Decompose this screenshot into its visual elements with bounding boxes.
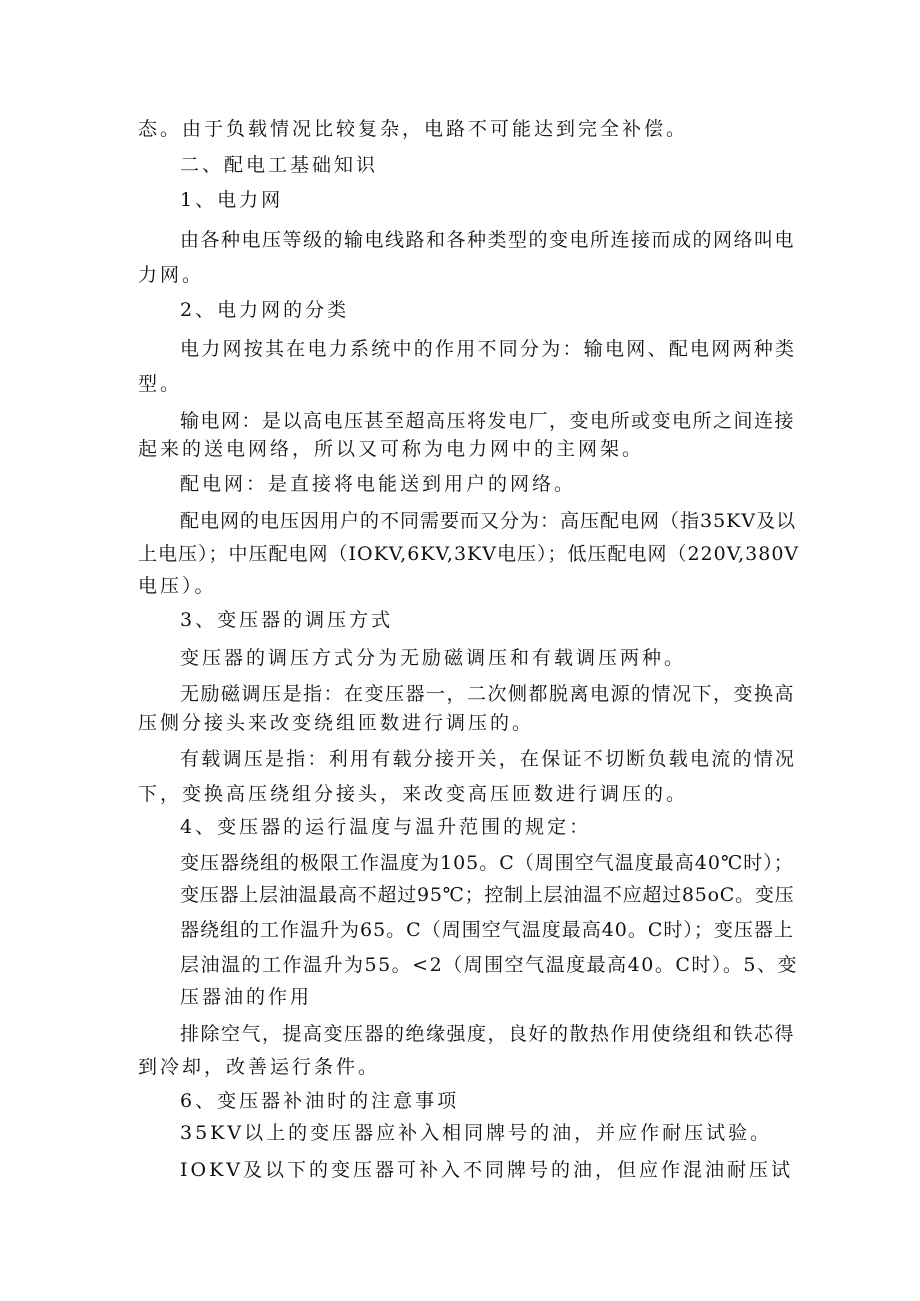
paragraph-line: 压器油的作用 bbox=[180, 986, 313, 1008]
paragraph-line: 器绕组的工作温升为65。C（周围空气温度最高40。C时）；变压器上 bbox=[180, 919, 794, 941]
paragraph-line: 态。由于负载情况比较复杂，电路不可能达到完全补偿。 bbox=[138, 118, 689, 140]
subsection-heading: 6、变压器补油时的注意事项 bbox=[180, 1090, 460, 1112]
paragraph-line: 由各种电压等级的输电线路和各种类型的变电所连接而成的网络叫电 bbox=[180, 229, 796, 251]
paragraph-line: 排除空气，提高变压器的绝缘强度，良好的散热作用使绕组和铁芯得 bbox=[180, 1023, 796, 1045]
paragraph-line: 型。 bbox=[138, 373, 183, 395]
paragraph-line: 电力网按其在电力系统中的作用不同分为：输电网、配电网两种类 bbox=[180, 338, 797, 360]
paragraph-line: 电压）。 bbox=[138, 575, 217, 597]
section-heading: 二、配电工基础知识 bbox=[180, 154, 379, 176]
paragraph-line: 力网。 bbox=[138, 264, 205, 286]
paragraph-line: 有载调压是指：利用有载分接开关，在保证不切断负载电流的情况 bbox=[180, 748, 797, 770]
paragraph-line: 变压器绕组的极限工作温度为105。C（周围空气温度最高40℃时）； bbox=[180, 852, 794, 874]
paragraph-line: 变压器的调压方式分为无励磁调压和有载调压两种。 bbox=[180, 647, 687, 669]
paragraph-line: 输电网：是以高电压甚至超高压将发电厂，变电所或变电所之间连接 bbox=[180, 410, 796, 432]
paragraph-line: 35KV以上的变压器应补入相同牌号的油，并应作耐压试验。 bbox=[180, 1122, 773, 1144]
paragraph-line: 配电网的电压因用户的不同需要而又分为：高压配电网（指35KV及以 bbox=[180, 510, 797, 532]
subsection-heading: 3、变压器的调压方式 bbox=[180, 609, 394, 631]
paragraph-line: 压侧分接头来改变绕组匝数进行调压的。 bbox=[138, 712, 535, 734]
paragraph-line: IOKV及以下的变压器可补入不同牌号的油，但应作混油耐压试 bbox=[180, 1159, 793, 1181]
paragraph-line: 无励磁调压是指：在变压器一，二次侧都脱离电源的情况下，变换高 bbox=[180, 683, 796, 705]
paragraph-line: 变压器上层油温最高不超过95℃；控制上层油温不应超过85oC。变压 bbox=[180, 884, 795, 906]
subsection-heading: 4、变压器的运行温度与温升范围的规定： bbox=[180, 816, 592, 838]
paragraph-line: 下，变换高压绕组分接头，来改变高压匝数进行调压的。 bbox=[138, 783, 689, 805]
subsection-heading: 1、电力网 bbox=[180, 189, 284, 211]
paragraph-line: 层油温的工作温升为55。<2（周围空气温度最高40。C时）。5、变 bbox=[180, 954, 798, 976]
paragraph-line: 起来的送电网络，所以又可称为电力网中的主网架。 bbox=[138, 438, 645, 460]
paragraph-line: 上电压）；中压配电网（IOKV,6KV,3KV电压）；低压配电网（220V,380V bbox=[138, 543, 800, 565]
subsection-heading: 2、电力网的分类 bbox=[180, 299, 350, 321]
paragraph-line: 到冷却，改善运行条件。 bbox=[138, 1056, 381, 1078]
paragraph-line: 配电网：是直接将电能送到用户的网络。 bbox=[180, 473, 577, 495]
